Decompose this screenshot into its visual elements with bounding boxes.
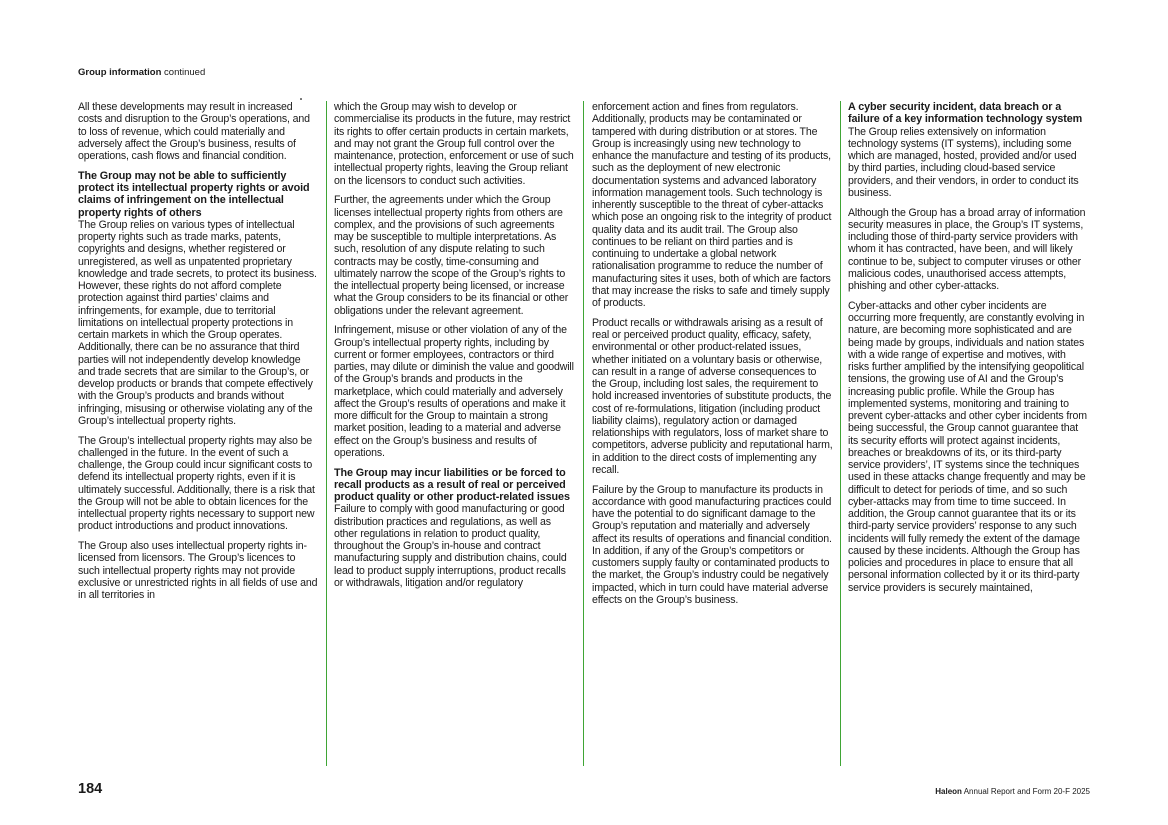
paragraph: The Group relies on various types of intellectual property rights such as trade marks, patents, copyrights and designs, whether registered or unregistered, as well as unpatented proprietary knowledge and trade secrets, to protect its business. However, these rights do not afford complete protection against third parties’ claims and infringements, for example, due to territorial limitations on intellectual property protections in certain markets in which the Group operates. Additionally, there can be no assurance that third parties will not independently develop knowledge and trade secrets that are similar to the Group’s, or develop products or brands that compete effectively with the Group’s products and brands without infringing, misusing or otherwise violating any of the Group’s intellectual property rights.: [78, 218, 317, 427]
page-number: 184: [78, 781, 103, 797]
running-header: [78, 67, 205, 78]
stray-dot: [300, 98, 302, 100]
column-rule-3: [840, 101, 841, 766]
column-rule-2: [583, 101, 584, 766]
paragraph: The Group’s intellectual property rights may also be challenged in the future. In the event of such a challenge, the Group could incur significant costs to defend its intellectual property rights, even if it is ultimately successful. Additionally, there is a risk that the Group will not be able to obtain licences for the intellectual property rights necessary to support new product introductions and product innovations.: [78, 434, 315, 533]
text-column-4: [848, 101, 1089, 601]
paragraph: Although the Group has a broad array of information security measures in place, the Group’s IT systems, including those of third-party service providers with whom it has contracted, have been, and will likely continue to be, subject to computer viruses or other malicious codes, unauthorised access attempts, phishing and other cyber-attacks.: [848, 206, 1086, 292]
subheading-intellectual-property: The Group may not be able to sufficiently protect its intellectual property rights or avoid claims of infringement on the intellectual property rights of others: [78, 169, 310, 219]
paragraph: The Group relies extensively on information technology systems (IT systems), including some which are managed, hosted, provided and/or used by third parties, including cloud-based service providers, and their vendors, in order to conduct its business.: [848, 125, 1079, 199]
text-column-2: [334, 101, 575, 597]
paragraph: Product recalls or withdrawals arising as a result of real or perceived product quality, efficacy, safety, environmental or other product-related issues, whether initiated on a voluntary basis or otherwise, can result in a range of adverse consequences to the Group, including lost sales, the requirement to hold increased inventories of substitute products, the cost of re-formulations, litigation (including product liability claims), regulatory action or damaged relationships with regulators, loss of market share to competitors, adverse publicity and reputational harm, in addition to the direct costs of implementing any recall.: [592, 316, 833, 476]
text-column-1: [78, 101, 319, 609]
paragraph: enforcement action and fines from regulators. Additionally, products may be contaminated or tampered with during distribution or at stores. The Group is increasingly using new technology to enhance the manufacture and testing of its products, such as the deployment of new electronic documentation systems and advanced laboratory information management tools. Such technology is inherently susceptible to the threat of cyber-attacks which pose an ongoing risk to the integrity of product quality data and its audit trail. The Group also continues to be reliant on third parties and is continuing to undertake a global network rationalisation programme to reduce the number of manufacturing sites it uses, both of which are factors that may increase the risks to safe and timely supply of products.: [592, 101, 832, 309]
paragraph: All these developments may result in increased costs and disruption to the Group’s operations, and to loss of revenue, which could materially and adversely affect the Group’s business, results of operations, cash flows and financial condition.: [78, 101, 310, 162]
paragraph: Cyber-attacks and other cyber incidents are occurring more frequently, are constantly evolving in nature, are becoming more sophisticated and are being made by groups, individuals and nation states with a wide range of expertise and motives, with risks further amplified by the intensifying geopolitical tensions, the growing use of AI and the Group’s increasing public profile. While the Group has implemented systems, monitoring and training to prevent cyber-attacks and other cyber incidents from being successful, the Group cannot guarantee that its security efforts will protect against incidents, breaches or breakdowns of its, or its third-party service providers’, IT systems since the techniques used in these attacks change frequently and may be difficult to detect for periods of time, and so such cyber-attacks may from time to time succeed. In addition, the Group cannot guarantee that its or its third-party service providers’ response to any such incidents will fully remedy the extent of the damage caused by these incidents. Although the Group has policies and procedures in place to ensure that all personal information collected by it or its third-party service providers is securely maintained,: [848, 299, 1087, 594]
text-column-3: [592, 101, 833, 614]
footer-report-title: [935, 787, 1090, 796]
header-section-title: Group information: [78, 67, 162, 78]
footer-title-text: Annual Report and Form 20-F 2025: [963, 787, 1090, 796]
paragraph: Failure to comply with good manufacturing or good distribution practices and regulations, as well as other regulations in relation to product quality, throughout the Group’s in-house and contract manufacturing supply and distribution chains, could lead to product supply interruptions, product recalls or withdrawals, litigation and/or regulatory: [334, 503, 567, 589]
paragraph: The Group also uses intellectual property rights in-licensed from licensors. The Group’s licences to such intellectual property rights may not provide exclusive or unrestricted rights in all fields of use and in all territories in: [78, 540, 318, 601]
paragraph: Infringement, misuse or other violation of any of the Group’s intellectual property rights, including by current or former employees, contractors or third parties, may dilute or diminish the value and goodwill of the Group’s brands and products in the marketplace, which could materially and adversely affect the Group’s results of operations and make it more difficult for the Group to maintain a strong market position, leading to a material and adverse effect on the Group’s business and results of operations.: [334, 324, 574, 459]
footer-brand: Haleon: [935, 787, 962, 796]
subheading-product-recall: The Group may incur liabilities or be forced to recall products as a result of real or perceived product quality or other product-related issues: [334, 466, 570, 503]
paragraph: Failure by the Group to manufacture its products in accordance with good manufacturing practices could have the potential to do significant damage to the Group’s reputation and materially and adversely affect its results of operations and financial condition. In addition, if any of the Group’s competitors or customers supply faulty or contaminated products to the market, the Group’s industry could be negatively impacted, which in turn could have material adverse effects on the Group’s business.: [592, 483, 832, 606]
paragraph: Further, the agreements under which the Group licenses intellectual property rights from others are complex, and the provisions of such agreements may be susceptible to multiple interpretations. As such, resolution of any dispute relating to such contracts may be costly, time-consuming and ultimately narrow the scope of the Group’s rights to the intellectual property being licensed, or increase what the Group considers to be its financial or other obligations under the relevant agreement.: [334, 194, 569, 317]
subheading-cyber-security: A cyber security incident, data breach or a failure of a key information technology system: [848, 101, 1083, 126]
header-section-suffix: continued: [164, 67, 206, 78]
column-rule-1: [326, 101, 327, 766]
paragraph: which the Group may wish to develop or commercialise its products in the future, may restrict its rights to offer certain products in certain markets, and may not grant the Group full control over the maintenance, protection, enforcement or use of such intellectual property rights, leaving the Group reliant on the licensors to conduct such activities.: [334, 101, 574, 187]
